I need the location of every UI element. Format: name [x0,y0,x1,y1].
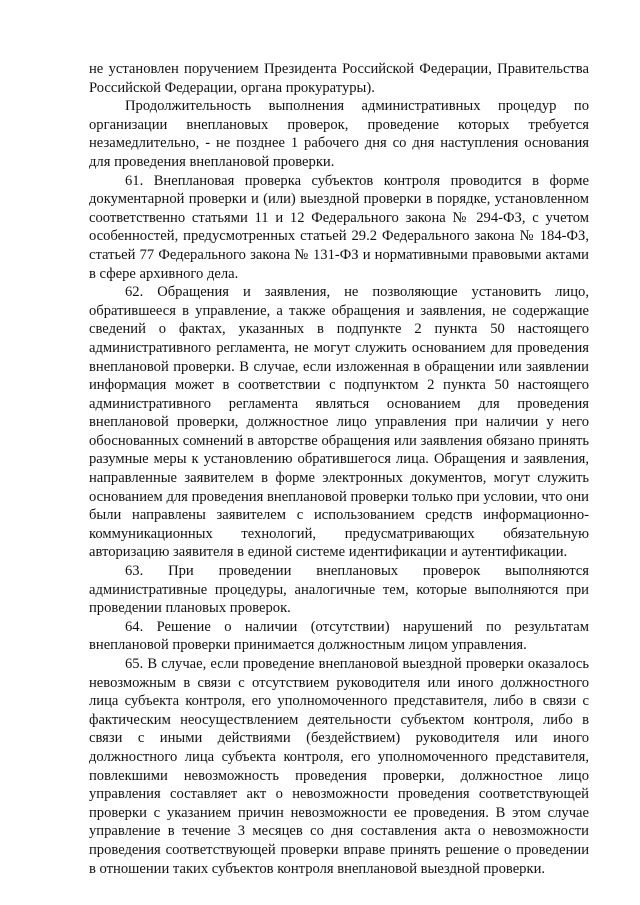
paragraph-62: 62. Обращения и заявления, не позволяющие установить лицо, обратившееся в управление, а также обращения и заявления, не содержащие сведений о фактах, указанных в подпункте 2 пункта 50 настоящего административного регламента, не могут служить основанием для проведения внеплановой проверки. В случае, если изложенная в обращении или заявлении информация может в соответствии с подпунктом 2 пункта 50 настоящего административного регламента являться основанием для проведения внеплановой проверки, должностное лицо управления при наличии у него обоснованных сомнений в авторстве обращения или заявления обязано принять разумные меры к установлению обратившегося лица. Обращения и заявления, направленные заявителем в форме электронных документов, могут служить основанием для проведения внеплановой проверки только при условии, что они были направлены заявителем с использованием средств информационно-коммуникационных технологий, предусматривающих обязательную авторизацию заявителя в единой системе идентификации и аутентификации. [89,284,589,561]
paragraph-63: 63. При проведении внеплановых проверок выполняются административные процедуры, аналогичные тем, которые выполняются при проведении плановых проверок. [89,563,589,617]
document-page [89,60,589,878]
paragraph-duration: Продолжительность выполнения административных процедур по организации внеплановых проверок, проведение которых требуется незамедлительно, - не позднее 1 рабочего дня со дня наступления основания для проведения внеплановой проверки. [89,98,589,170]
paragraph-61: 61. Внеплановая проверка субъектов контроля проводится в форме документарной проверки и (или) выездной проверки в порядке, установленном соответственно статьями 11 и 12 Федерального закона № 294-ФЗ, с учетом особенностей, предусмотренных статьей 29.2 Федерального закона № 184-ФЗ, статьей 77 Федерального закона № 131-ФЗ и нормативными правовыми актами в сфере архивного дела. [89,172,589,282]
paragraph-continuation: не установлен поручением Президента Российской Федерации, Правительства Российской Федерации, органа прокуратуры). [89,61,589,96]
paragraph-65: 65. В случае, если проведение внеплановой выездной проверки оказалось невозможным в связи с отсутствием руководителя или иного должностного лица субъекта контроля, его уполномоченного представителя, либо в связи с фактическим неосуществлением деятельности субъектом контроля, либо в связи с иными действиями (бездействием) руководителя или иного должностного лица субъекта контроля, его уполномоченного представителя, повлекшими невозможность проведения проверки, должностное лицо управления составляет акт о невозможности проведения соответствующей проверки с указанием причин невозможности ее проведения. В этом случае управление в течение 3 месяцев со дня составления акта о невозможности проведения соответствующей проверки вправе принять решение о проведении в отношении таких субъектов контроля внеплановой выездной проверки. [89,656,589,877]
paragraph-64: 64. Решение о наличии (отсутствии) нарушений по результатам внеплановой проверки принимается должностным лицом управления. [89,618,589,654]
